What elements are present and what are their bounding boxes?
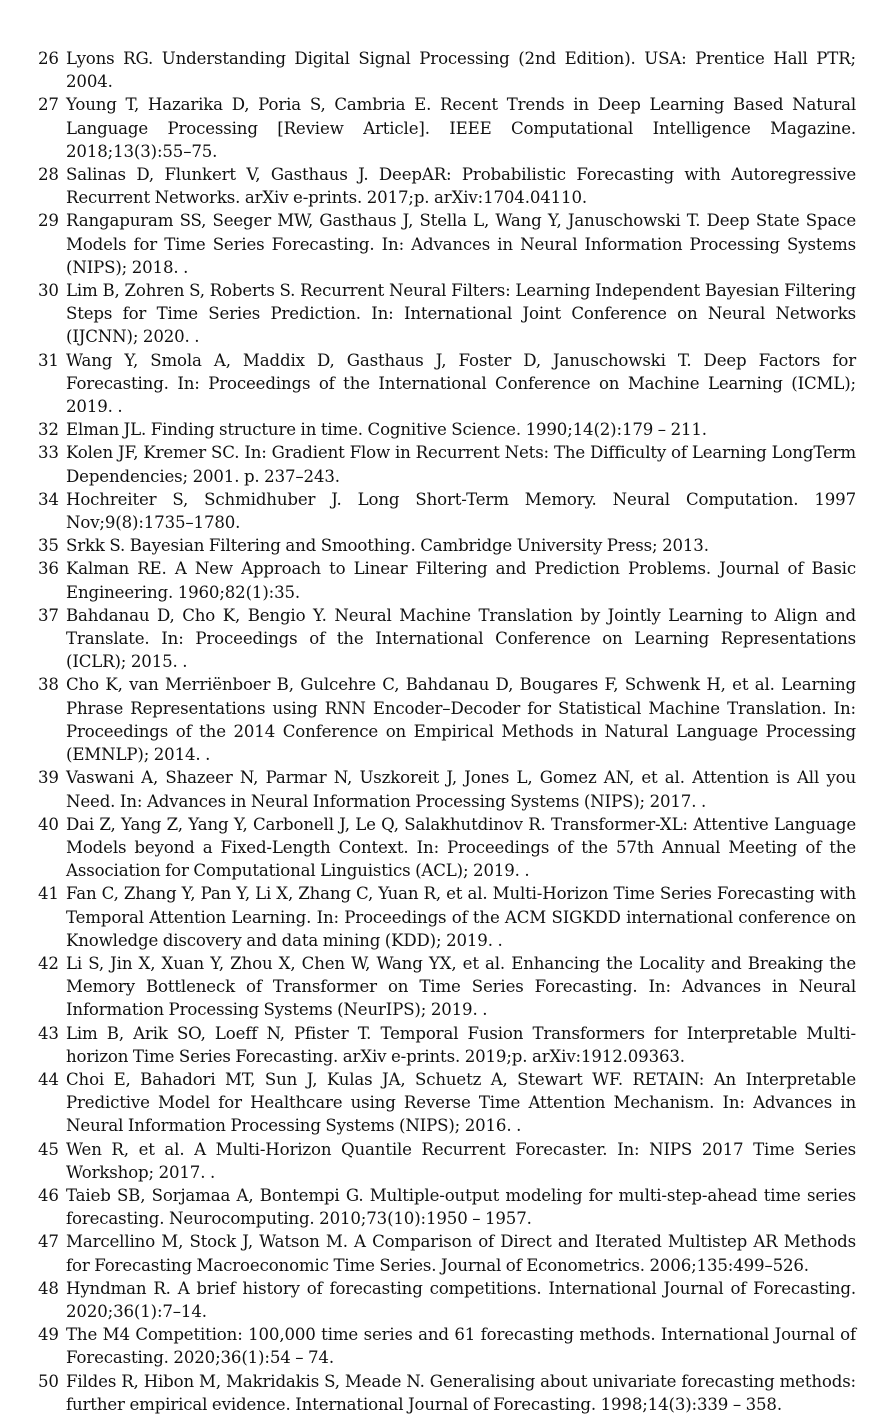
reference-number: 48 <box>38 1278 59 1298</box>
reference-number: 40 <box>38 814 59 834</box>
reference-number: 41 <box>38 884 59 904</box>
reference-text: Choi E, Bahadori MT, Sun J, Kulas JA, Schuetz A, Stewart WF. RETAIN: An Interpretable Predictive Model for Healthcare using Reverse Time Attention Mechanism. In: Advances in Neural Information Processing Systems (NIPS); 2016. . <box>66 1069 856 1136</box>
reference-item <box>38 1184 856 1230</box>
reference-text: Lim B, Zohren S, Roberts S. Recurrent Neural Filters: Learning Independent Bayesian Filtering Steps for Time Series Prediction. In: International Joint Conference on Neural Networks (IJCNN); 2020. . <box>66 281 856 347</box>
reference-text: Hyndman R. A brief history of forecasting competitions. International Journal of Forecasting. 2020;36(1):7–14. <box>66 1278 856 1321</box>
reference-item <box>38 441 856 487</box>
reference-number: 37 <box>38 605 59 625</box>
reference-number: 49 <box>38 1325 59 1345</box>
reference-number: 32 <box>38 420 59 440</box>
reference-item <box>38 349 856 419</box>
reference-number: 44 <box>38 1069 59 1089</box>
reference-text: Salinas D, Flunkert V, Gasthaus J. DeepAR: Probabilistic Forecasting with Autoregressive Recurrent Networks. arXiv e-prints. 2017;p. arXiv:1704.04110. <box>66 165 856 208</box>
reference-text: Rangapuram SS, Seeger MW, Gasthaus J, Stella L, Wang Y, Januschowski T. Deep State Space Models for Time Series Forecasting. In: Advances in Neural Information Processing Systems (NIPS); 2018. . <box>66 211 856 277</box>
reference-item <box>38 1230 856 1276</box>
reference-item <box>38 604 856 674</box>
reference-item <box>38 1022 856 1068</box>
reference-text: Bahdanau D, Cho K, Bengio Y. Neural Machine Translation by Jointly Learning to Align and Translate. In: Proceedings of the International Conference on Learning Representations (ICLR); 2015. . <box>66 605 856 672</box>
reference-number: 27 <box>38 95 59 115</box>
reference-text: Taieb SB, Sorjamaa A, Bontempi G. Multiple-output modeling for multi-step-ahead time series forecasting. Neurocomputing. 2010;73(10):1950 – 1957. <box>66 1185 856 1229</box>
reference-text: Wang Y, Smola A, Maddix D, Gasthaus J, Foster D, Januschowski T. Deep Factors for Forecasting. In: Proceedings of the International Conference on Machine Learning (ICML); 2019. . <box>66 350 856 417</box>
reference-text: The M4 Competition: 100,000 time series and 61 forecasting methods. International Journal of Forecasting. 2020;36(1):54 – 74. <box>66 1325 856 1368</box>
reference-number: 50 <box>38 1371 59 1391</box>
reference-number: 39 <box>38 768 59 788</box>
reference-item <box>38 488 856 534</box>
reference-text: Li S, Jin X, Xuan Y, Zhou X, Chen W, Wang YX, et al. Enhancing the Locality and Breaking the Memory Bottleneck of Transformer on Time Series Forecasting. In: Advances in Neural Information Processing Systems (NeurIPS); 2019. . <box>66 953 856 1020</box>
reference-item <box>38 1138 856 1184</box>
reference-number: 33 <box>38 443 59 463</box>
reference-number: 31 <box>38 350 59 370</box>
reference-text: Fan C, Zhang Y, Pan Y, Li X, Zhang C, Yuan R, et al. Multi-Horizon Time Series Forecasting with Temporal Attention Learning. In: Proceedings of the ACM SIGKDD international conference on Knowledge discovery and data mining (KDD); 2019. . <box>66 884 856 950</box>
reference-number: 36 <box>38 559 59 579</box>
reference-item <box>38 673 856 766</box>
reference-item <box>38 952 856 1022</box>
reference-item <box>38 93 856 163</box>
reference-number: 45 <box>38 1139 59 1159</box>
reference-number: 29 <box>38 211 59 231</box>
reference-text: Kolen JF, Kremer SC. In: Gradient Flow in Recurrent Nets: The Difficulty of Learning LongTerm Dependencies; 2001. p. 237–243. <box>66 443 856 486</box>
reference-number: 43 <box>38 1023 59 1043</box>
reference-text: Srkk S. Bayesian Filtering and Smoothing. Cambridge University Press; 2013. <box>66 536 709 556</box>
reference-number: 35 <box>38 536 59 556</box>
reference-item <box>38 163 856 209</box>
reference-item <box>38 1323 856 1369</box>
reference-number: 28 <box>38 165 59 185</box>
reference-item <box>38 1068 856 1138</box>
reference-text: Fildes R, Hibon M, Makridakis S, Meade N. Generalising about univariate forecasting methods: further empirical evidence. International Journal of Forecasting. 1998;14(3):339 – 358. <box>66 1371 856 1414</box>
reference-item <box>38 418 856 441</box>
reference-item <box>38 813 856 883</box>
reference-list <box>38 47 856 1416</box>
reference-number: 47 <box>38 1232 59 1252</box>
reference-number: 30 <box>38 281 59 301</box>
reference-text: Hochreiter S, Schmidhuber J. Long Short-Term Memory. Neural Computation. 1997 Nov;9(8):1735–1780. <box>66 489 856 533</box>
reference-item <box>38 279 856 349</box>
reference-item <box>38 1370 856 1416</box>
reference-item <box>38 209 856 279</box>
reference-number: 46 <box>38 1185 59 1205</box>
reference-number: 34 <box>38 489 59 509</box>
reference-text: Lim B, Arik SO, Loeff N, Pfister T. Temporal Fusion Transformers for Interpretable Multi-horizon Time Series Forecasting. arXiv e-prints. 2019;p. arXiv:1912.09363. <box>66 1023 856 1066</box>
reference-text: Cho K, van Merriënboer B, Gulcehre C, Bahdanau D, Bougares F, Schwenk H, et al. Learning Phrase Representations using RNN Encoder–Decoder for Statistical Machine Translation. In: Proceedings of the 2014 Conference on Empirical Methods in Natural Language Processing (EMNLP); 2014. . <box>66 675 856 765</box>
reference-number: 42 <box>38 953 59 973</box>
reference-text: Wen R, et al. A Multi-Horizon Quantile Recurrent Forecaster. In: NIPS 2017 Time Series Workshop; 2017. . <box>66 1139 856 1182</box>
reference-text: Dai Z, Yang Z, Yang Y, Carbonell J, Le Q, Salakhutdinov R. Transformer-XL: Attentive Language Models beyond a Fixed-Length Context. In: Proceedings of the 57th Annual Meeting of the Association for Computational Linguistics (ACL); 2019. . <box>66 814 856 881</box>
reference-number: 38 <box>38 675 59 695</box>
reference-text: Elman JL. Finding structure in time. Cognitive Science. 1990;14(2):179 – 211. <box>66 420 707 440</box>
reference-item <box>38 1277 856 1323</box>
reference-text: Young T, Hazarika D, Poria S, Cambria E. Recent Trends in Deep Learning Based Natural Language Processing [Review Article]. IEEE Computational Intelligence Magazine. 2018;13(3):55–75. <box>66 95 856 161</box>
reference-item <box>38 766 856 812</box>
reference-item <box>38 557 856 603</box>
reference-text: Kalman RE. A New Approach to Linear Filtering and Prediction Problems. Journal of Basic Engineering. 1960;82(1):35. <box>66 559 856 602</box>
reference-item <box>38 534 856 557</box>
reference-number: 26 <box>38 49 59 68</box>
reference-text: Lyons RG. Understanding Digital Signal Processing (2nd Edition). USA: Prentice Hall PTR; 2004. <box>66 49 856 92</box>
reference-text: Marcellino M, Stock J, Watson M. A Comparison of Direct and Iterated Multistep AR Methods for Forecasting Macroeconomic Time Series. Journal of Econometrics. 2006;135:499–526. <box>66 1232 856 1275</box>
reference-item <box>38 882 856 952</box>
reference-item <box>38 47 856 93</box>
reference-text: Vaswani A, Shazeer N, Parmar N, Uszkoreit J, Jones L, Gomez AN, et al. Attention is All you Need. In: Advances in Neural Information Processing Systems (NIPS); 2017. . <box>66 768 856 811</box>
